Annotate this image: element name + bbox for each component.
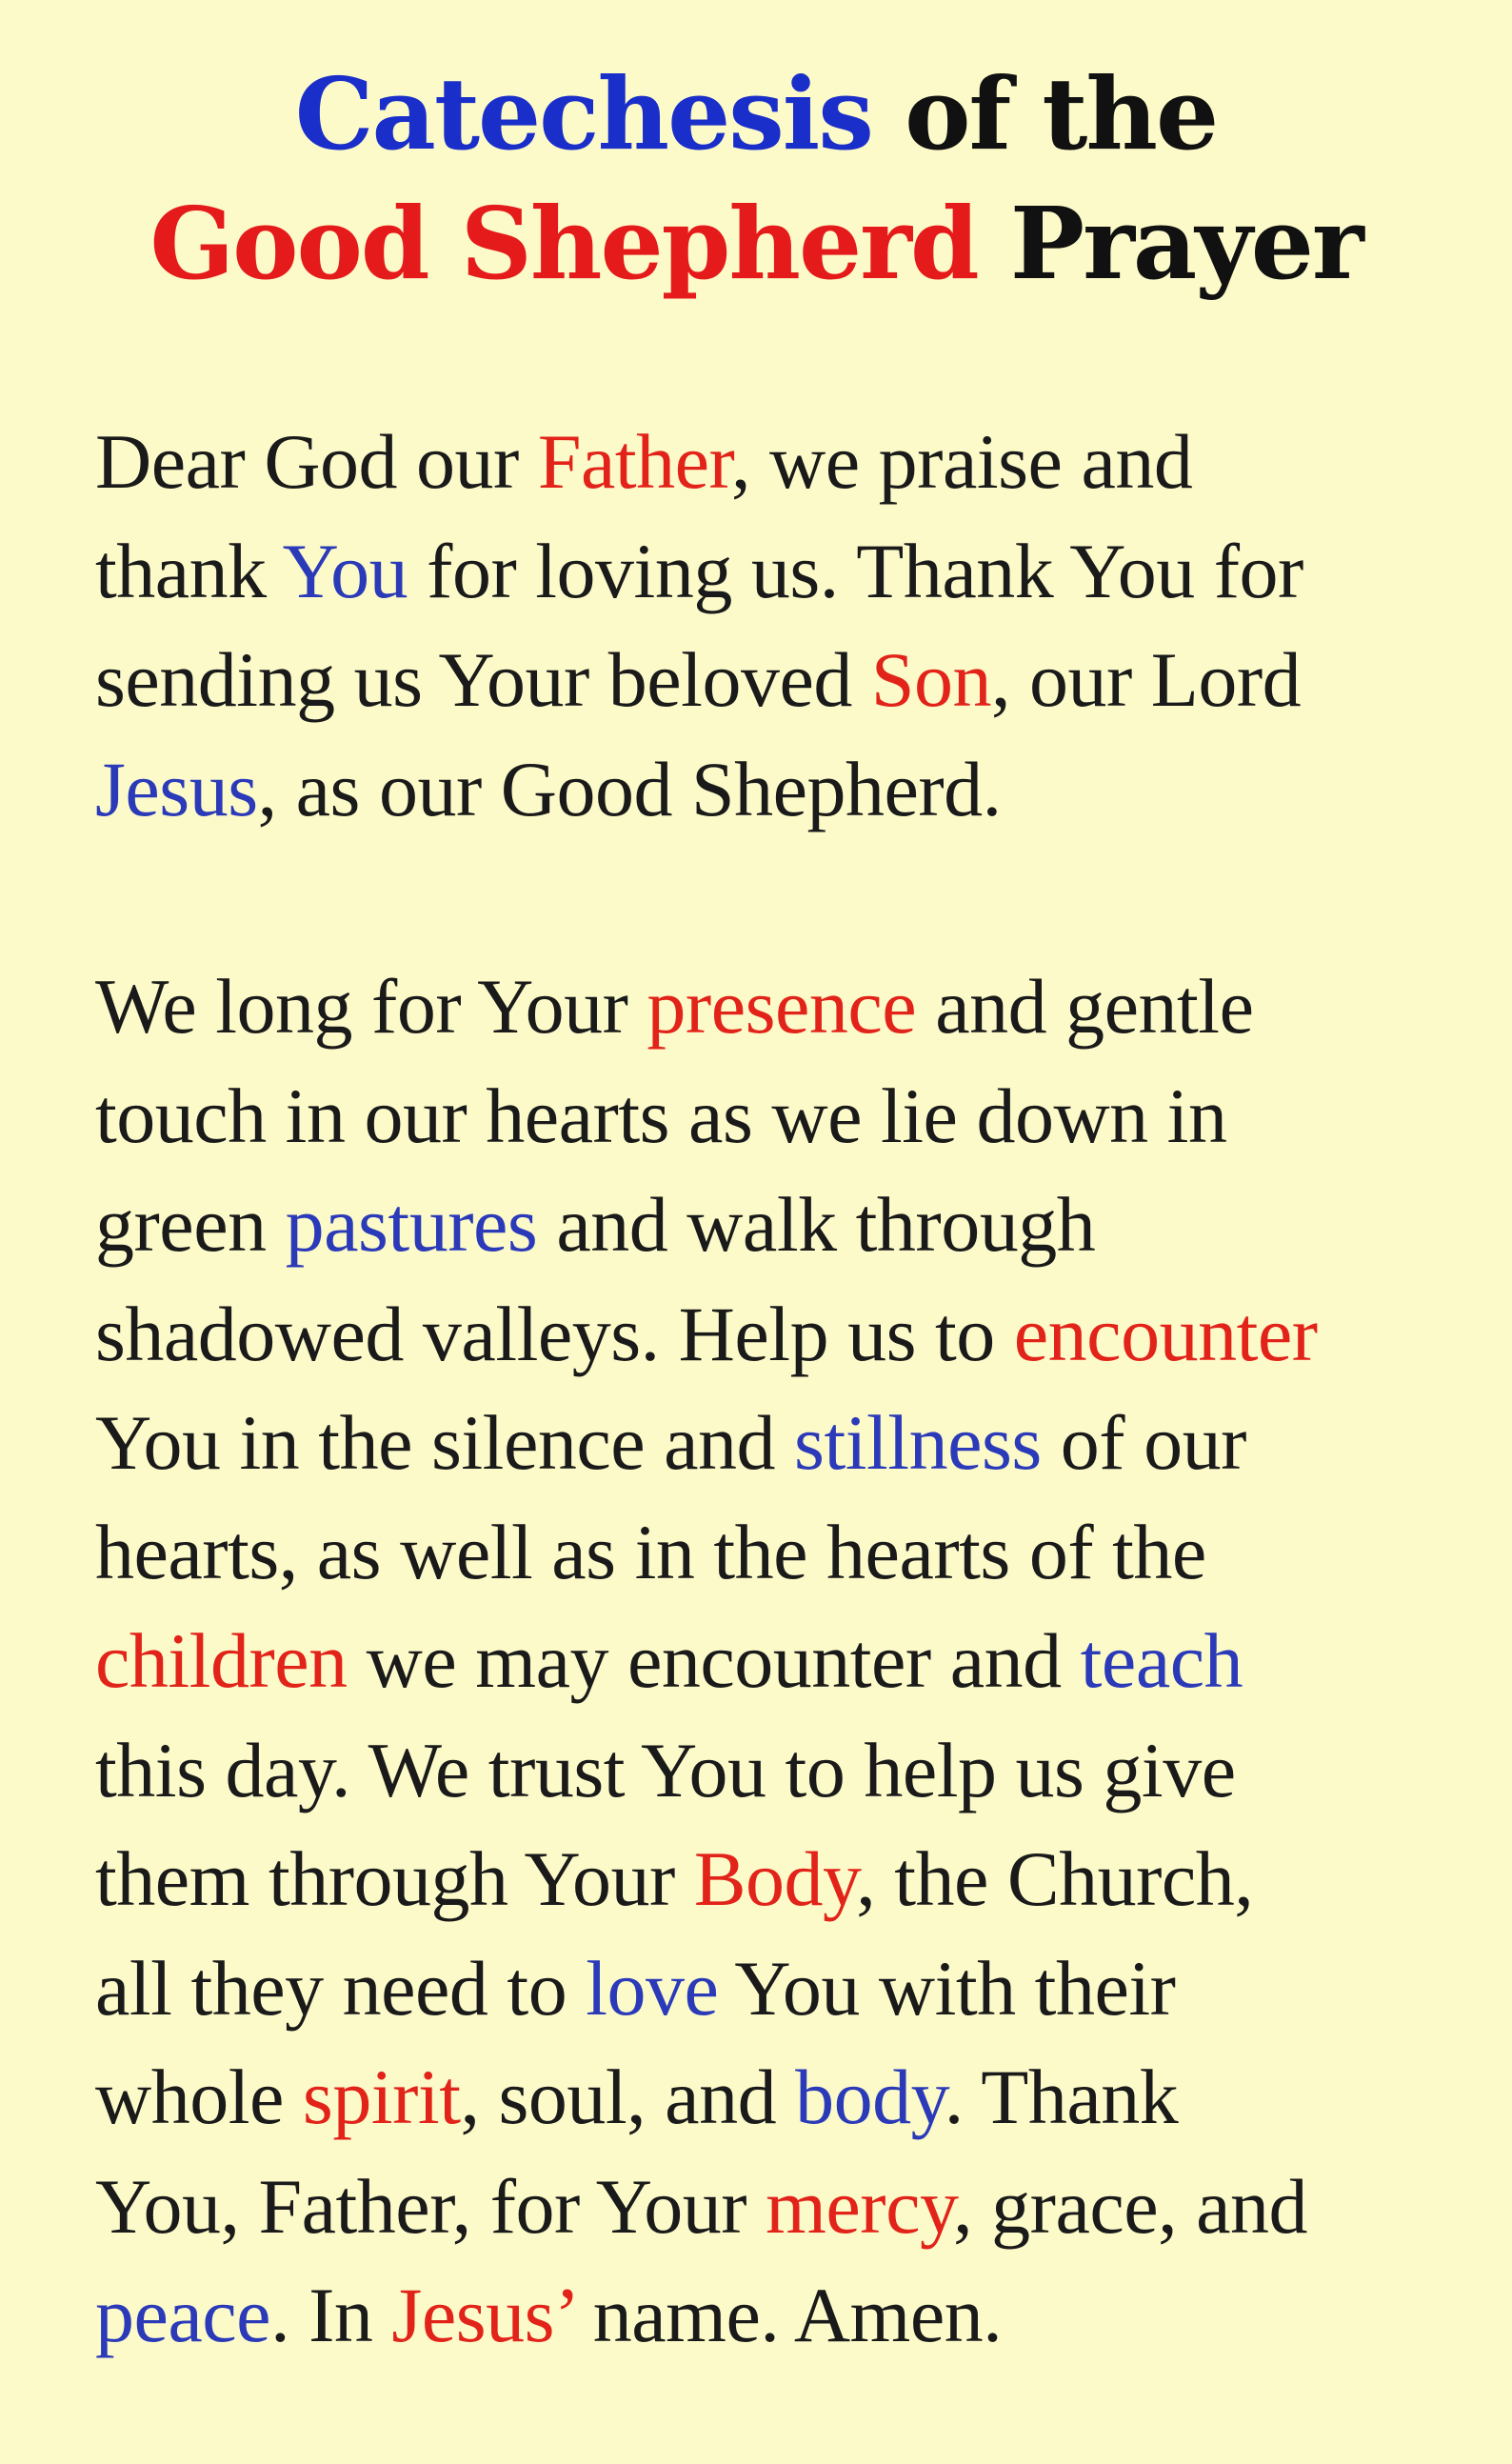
highlight-word: Father [537, 418, 732, 505]
title-good-shepherd: Good Shepherd [149, 185, 978, 302]
highlight-word: presence [647, 963, 917, 1050]
text-run: of our [1041, 1399, 1246, 1486]
text-line [95, 1171, 1428, 1280]
highlight-word: children [95, 1617, 348, 1704]
text-run: , our Lord [990, 636, 1302, 723]
text-line [95, 1607, 1428, 1716]
title-prayer: Prayer [977, 185, 1363, 302]
text-line [95, 1498, 1428, 1608]
title-word-catechesis: Catechesis [294, 55, 872, 172]
prayer-paragraph-2 [95, 952, 1428, 2371]
text-run: them through Your [95, 1835, 694, 1922]
text-run: and gentle [916, 963, 1254, 1050]
highlight-word: mercy [766, 2162, 954, 2250]
text-line [95, 2043, 1428, 2153]
text-run: this day. We trust You to help us give [95, 1726, 1236, 1813]
text-run: all they need to [95, 1944, 587, 2032]
text-line [95, 1062, 1428, 1172]
highlight-word: Son [870, 636, 991, 723]
highlight-word: peace [95, 2272, 271, 2358]
text-line [95, 1825, 1428, 1934]
highlight-word: spirit [302, 2053, 461, 2140]
text-line [95, 408, 1428, 517]
text-line [95, 952, 1428, 1062]
text-line [95, 1716, 1428, 1826]
text-run: thank [95, 527, 283, 614]
text-run: Dear God our [95, 418, 538, 505]
text-run: You with their [718, 1944, 1176, 2032]
highlight-word: Body [693, 1835, 857, 1922]
highlight-word: love [586, 1944, 719, 2032]
text-line [95, 1389, 1428, 1498]
text-run: , the Church, [856, 1835, 1254, 1922]
text-run: hearts, as well as in the hearts of the [95, 1508, 1206, 1595]
highlight-word: Jesus’ [391, 2272, 574, 2358]
text-line [95, 1280, 1428, 1390]
highlight-word: You [282, 527, 408, 614]
text-run: we may encounter and [347, 1617, 1081, 1704]
title-line-1 [0, 50, 1512, 179]
text-run: name. Amen. [573, 2272, 1003, 2358]
highlight-word: stillness [794, 1399, 1042, 1486]
highlight-word: body [795, 2053, 945, 2140]
text-run: , we praise and [731, 418, 1193, 505]
text-run: , grace, and [953, 2162, 1308, 2250]
text-line [95, 517, 1428, 627]
text-run: We long for Your [95, 963, 647, 1050]
prayer-paragraph-1 [95, 408, 1428, 844]
highlight-word: Jesus [95, 745, 258, 832]
text-run: green [95, 1181, 286, 1268]
card-title [0, 50, 1512, 309]
text-run: , as our Good Shepherd. [257, 745, 1002, 832]
text-line [95, 735, 1428, 845]
text-run: , soul, and [460, 2053, 796, 2140]
text-run: sending us Your beloved [95, 636, 871, 723]
text-run: . Thank [944, 2053, 1179, 2140]
text-run: shadowed valleys. Help us to [95, 1290, 1014, 1377]
text-line [95, 2261, 1428, 2371]
text-line [95, 1934, 1428, 2044]
text-run: You in the silence and [95, 1399, 795, 1486]
highlight-word: teach [1080, 1617, 1243, 1704]
text-run: whole [95, 2053, 303, 2140]
title-of-the: of the [871, 55, 1218, 172]
text-line [95, 626, 1428, 735]
text-run: and walk through [537, 1181, 1096, 1268]
highlight-word: pastures [285, 1181, 538, 1268]
highlight-word: encounter [1013, 1290, 1318, 1377]
text-run: You, Father, for Your [95, 2162, 766, 2250]
text-run: touch in our hearts as we lie down in [95, 1072, 1227, 1159]
text-run: for loving us. Thank You for [408, 527, 1303, 614]
text-line [95, 2153, 1428, 2262]
text-run: . In [270, 2272, 392, 2358]
title-line-2 [0, 179, 1512, 309]
